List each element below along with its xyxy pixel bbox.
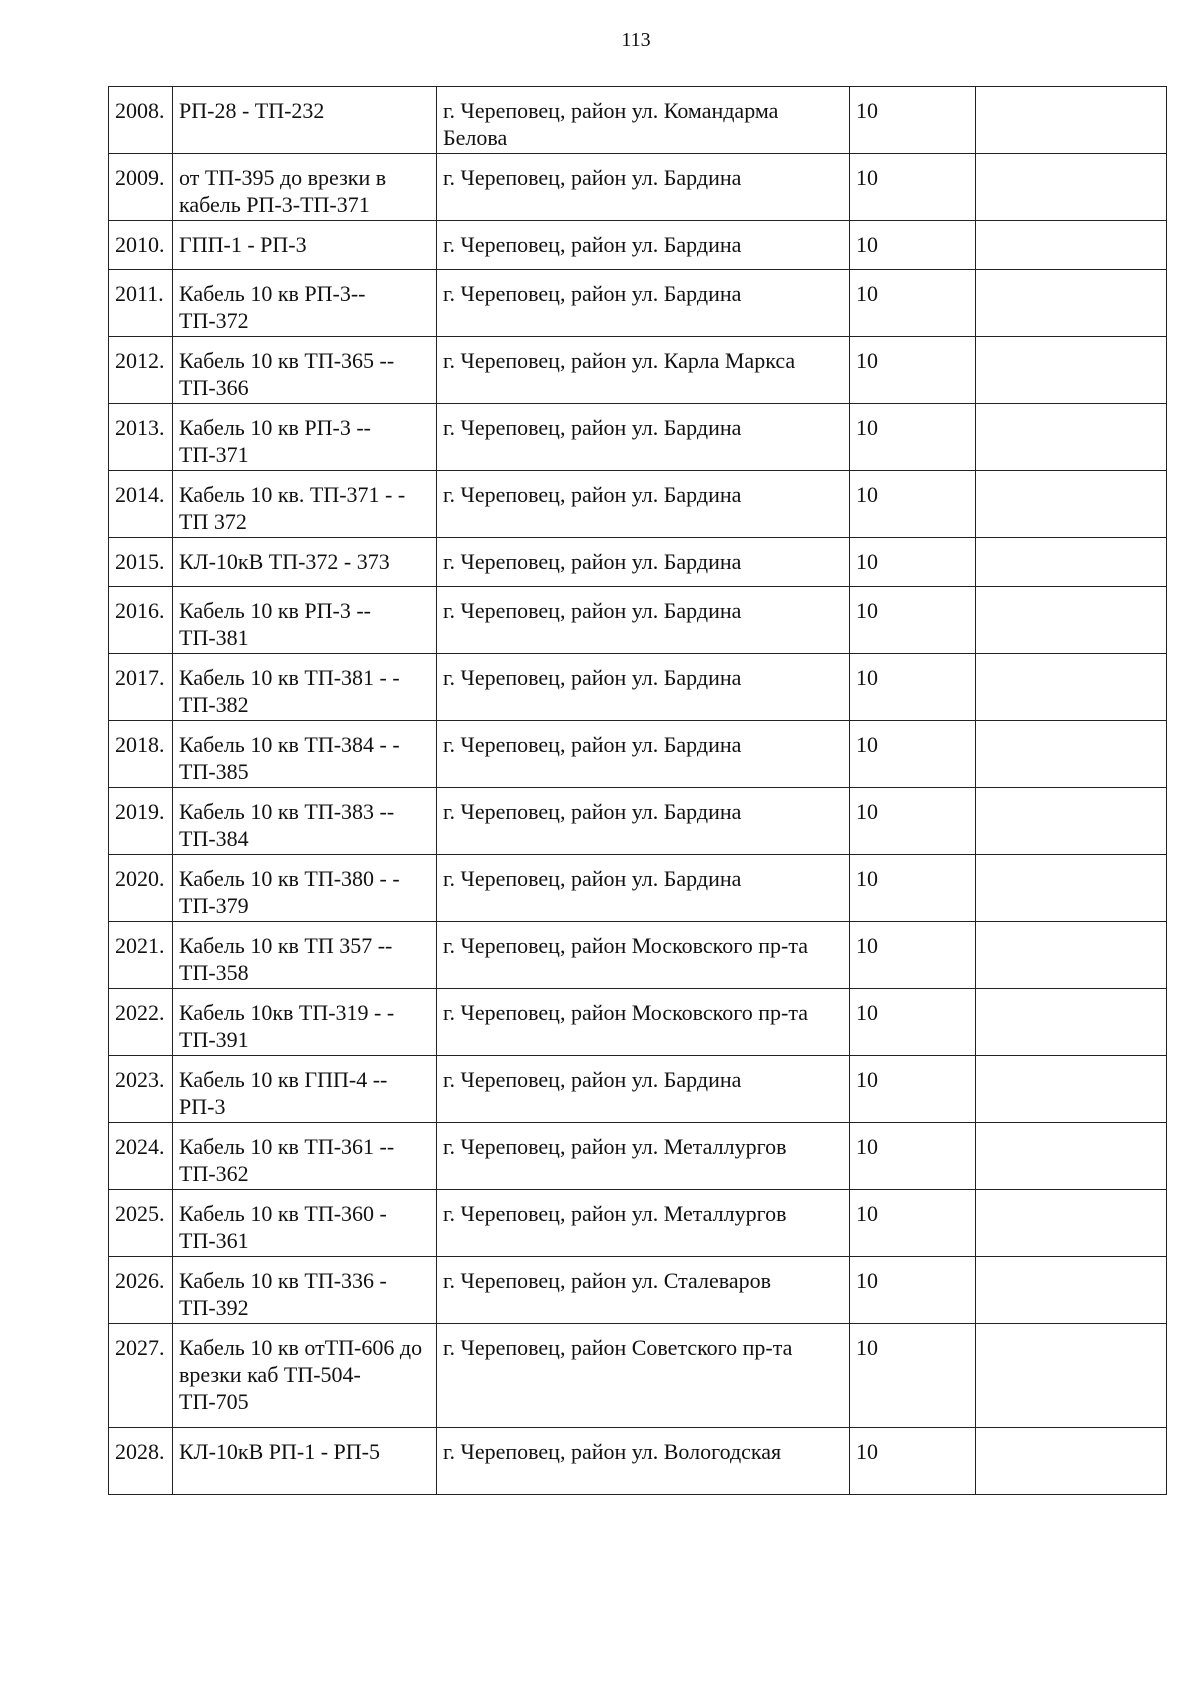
row-number: 2025. — [109, 1190, 173, 1257]
table-row — [109, 1190, 1167, 1257]
cable-address: г. Череповец, район Советского пр-та — [437, 1324, 850, 1428]
cable-address: г. Череповец, район ул. Бардина — [437, 270, 850, 337]
table-row — [109, 1056, 1167, 1123]
row-number: 2016. — [109, 587, 173, 654]
cable-address: г. Череповец, район ул. Бардина — [437, 471, 850, 538]
note-cell — [976, 1056, 1167, 1123]
row-number: 2010. — [109, 221, 173, 270]
cable-address: г. Череповец, район ул. Бардина — [437, 721, 850, 788]
voltage-value: 10 — [850, 270, 976, 337]
row-number: 2015. — [109, 538, 173, 587]
note-cell — [976, 1257, 1167, 1324]
cable-address: г. Череповец, район ул. Карла Маркса — [437, 337, 850, 404]
cable-address: г. Череповец, район ул. Бардина — [437, 654, 850, 721]
cable-address: г. Череповец, район ул. Бардина — [437, 587, 850, 654]
table-row — [109, 855, 1167, 922]
cable-name: КЛ-10кВ РП-1 - РП-5 — [173, 1428, 437, 1495]
voltage-value: 10 — [850, 404, 976, 471]
voltage-value: 10 — [850, 471, 976, 538]
note-cell — [976, 337, 1167, 404]
cable-name: КЛ-10кВ ТП-372 - 373 — [173, 538, 437, 587]
row-number: 2027. — [109, 1324, 173, 1428]
table-row — [109, 221, 1167, 270]
note-cell — [976, 922, 1167, 989]
row-number: 2022. — [109, 989, 173, 1056]
note-cell — [976, 721, 1167, 788]
voltage-value: 10 — [850, 1428, 976, 1495]
voltage-value: 10 — [850, 1257, 976, 1324]
cable-name: Кабель 10 кв РП-3-- ТП-372 — [173, 270, 437, 337]
note-cell — [976, 1428, 1167, 1495]
voltage-value: 10 — [850, 1123, 976, 1190]
note-cell — [976, 87, 1167, 154]
note-cell — [976, 788, 1167, 855]
cable-address: г. Череповец, район Московского пр-та — [437, 989, 850, 1056]
voltage-value: 10 — [850, 1324, 976, 1428]
cable-address: г. Череповец, район ул. Бардина — [437, 855, 850, 922]
table-row — [109, 404, 1167, 471]
cable-name: Кабель 10 кв отТП-606 до врезки каб ТП-504-ТП-705 — [173, 1324, 437, 1428]
cable-name: Кабель 10 кв ТП-383 -- ТП-384 — [173, 788, 437, 855]
cable-name: Кабель 10 кв РП-3 -- ТП-381 — [173, 587, 437, 654]
cable-name: Кабель 10 кв РП-3 -- ТП-371 — [173, 404, 437, 471]
table-row — [109, 337, 1167, 404]
voltage-value: 10 — [850, 654, 976, 721]
table-row — [109, 154, 1167, 221]
note-cell — [976, 404, 1167, 471]
cable-name: Кабель 10 кв. ТП-371 - - ТП 372 — [173, 471, 437, 538]
voltage-value: 10 — [850, 855, 976, 922]
note-cell — [976, 270, 1167, 337]
table-row — [109, 922, 1167, 989]
note-cell — [976, 1324, 1167, 1428]
row-number: 2021. — [109, 922, 173, 989]
cable-address: г. Череповец, район ул. Вологодская — [437, 1428, 850, 1495]
table-row — [109, 587, 1167, 654]
voltage-value: 10 — [850, 154, 976, 221]
note-cell — [976, 654, 1167, 721]
note-cell — [976, 989, 1167, 1056]
row-number: 2009. — [109, 154, 173, 221]
note-cell — [976, 471, 1167, 538]
voltage-value: 10 — [850, 87, 976, 154]
cable-name: Кабель 10кв ТП-319 - - ТП-391 — [173, 989, 437, 1056]
row-number: 2024. — [109, 1123, 173, 1190]
row-number: 2011. — [109, 270, 173, 337]
cable-name: Кабель 10 кв ТП-381 - - ТП-382 — [173, 654, 437, 721]
cable-name: Кабель 10 кв ТП 357 -- ТП-358 — [173, 922, 437, 989]
cable-address: г. Череповец, район ул. Металлургов — [437, 1123, 850, 1190]
table-row — [109, 1428, 1167, 1495]
voltage-value: 10 — [850, 1056, 976, 1123]
cable-name: от ТП-395 до врезки в кабель РП-3-ТП-371 — [173, 154, 437, 221]
table-row — [109, 538, 1167, 587]
voltage-value: 10 — [850, 989, 976, 1056]
cable-address: г. Череповец, район ул. Бардина — [437, 221, 850, 270]
row-number: 2008. — [109, 87, 173, 154]
cable-address: г. Череповец, район ул. Бардина — [437, 154, 850, 221]
cable-name: Кабель 10 кв ТП-365 -- ТП-366 — [173, 337, 437, 404]
row-number: 2019. — [109, 788, 173, 855]
table-row — [109, 788, 1167, 855]
row-number: 2023. — [109, 1056, 173, 1123]
row-number: 2017. — [109, 654, 173, 721]
row-number: 2013. — [109, 404, 173, 471]
note-cell — [976, 538, 1167, 587]
voltage-value: 10 — [850, 221, 976, 270]
note-cell — [976, 1190, 1167, 1257]
note-cell — [976, 1123, 1167, 1190]
note-cell — [976, 221, 1167, 270]
cable-name: Кабель 10 кв ГПП-4 -- РП-3 — [173, 1056, 437, 1123]
table-row — [109, 87, 1167, 154]
cable-address: г. Череповец, район ул. Металлургов — [437, 1190, 850, 1257]
cable-name: ГПП-1 - РП-3 — [173, 221, 437, 270]
table-row — [109, 989, 1167, 1056]
voltage-value: 10 — [850, 1190, 976, 1257]
voltage-value: 10 — [850, 721, 976, 788]
row-number: 2012. — [109, 337, 173, 404]
cable-name: Кабель 10 кв ТП-384 - - ТП-385 — [173, 721, 437, 788]
cable-name: Кабель 10 кв ТП-361 -- ТП-362 — [173, 1123, 437, 1190]
cable-address: г. Череповец, район ул. Сталеваров — [437, 1257, 850, 1324]
row-number: 2020. — [109, 855, 173, 922]
table-row — [109, 270, 1167, 337]
cable-address: г. Череповец, район ул. Бардина — [437, 404, 850, 471]
row-number: 2014. — [109, 471, 173, 538]
table-row — [109, 471, 1167, 538]
cable-registry-table — [108, 86, 1167, 1495]
note-cell — [976, 154, 1167, 221]
table-row — [109, 1257, 1167, 1324]
cable-address: г. Череповец, район ул. Бардина — [437, 1056, 850, 1123]
voltage-value: 10 — [850, 587, 976, 654]
page-number: 113 — [621, 29, 651, 51]
cable-address: г. Череповец, район ул. Бардина — [437, 538, 850, 587]
row-number: 2028. — [109, 1428, 173, 1495]
voltage-value: 10 — [850, 337, 976, 404]
table-row — [109, 654, 1167, 721]
table-row — [109, 1324, 1167, 1428]
cable-name: Кабель 10 кв ТП-360 - ТП-361 — [173, 1190, 437, 1257]
cable-address: г. Череповец, район Московского пр-та — [437, 922, 850, 989]
cable-name: Кабель 10 кв ТП-380 - - ТП-379 — [173, 855, 437, 922]
table-row — [109, 721, 1167, 788]
cable-name: Кабель 10 кв ТП-336 - ТП-392 — [173, 1257, 437, 1324]
voltage-value: 10 — [850, 538, 976, 587]
row-number: 2026. — [109, 1257, 173, 1324]
note-cell — [976, 587, 1167, 654]
cable-address: г. Череповец, район ул. Командарма Белова — [437, 87, 850, 154]
voltage-value: 10 — [850, 788, 976, 855]
cable-address: г. Череповец, район ул. Бардина — [437, 788, 850, 855]
table-row — [109, 1123, 1167, 1190]
cable-name: РП-28 - ТП-232 — [173, 87, 437, 154]
row-number: 2018. — [109, 721, 173, 788]
voltage-value: 10 — [850, 922, 976, 989]
note-cell — [976, 855, 1167, 922]
